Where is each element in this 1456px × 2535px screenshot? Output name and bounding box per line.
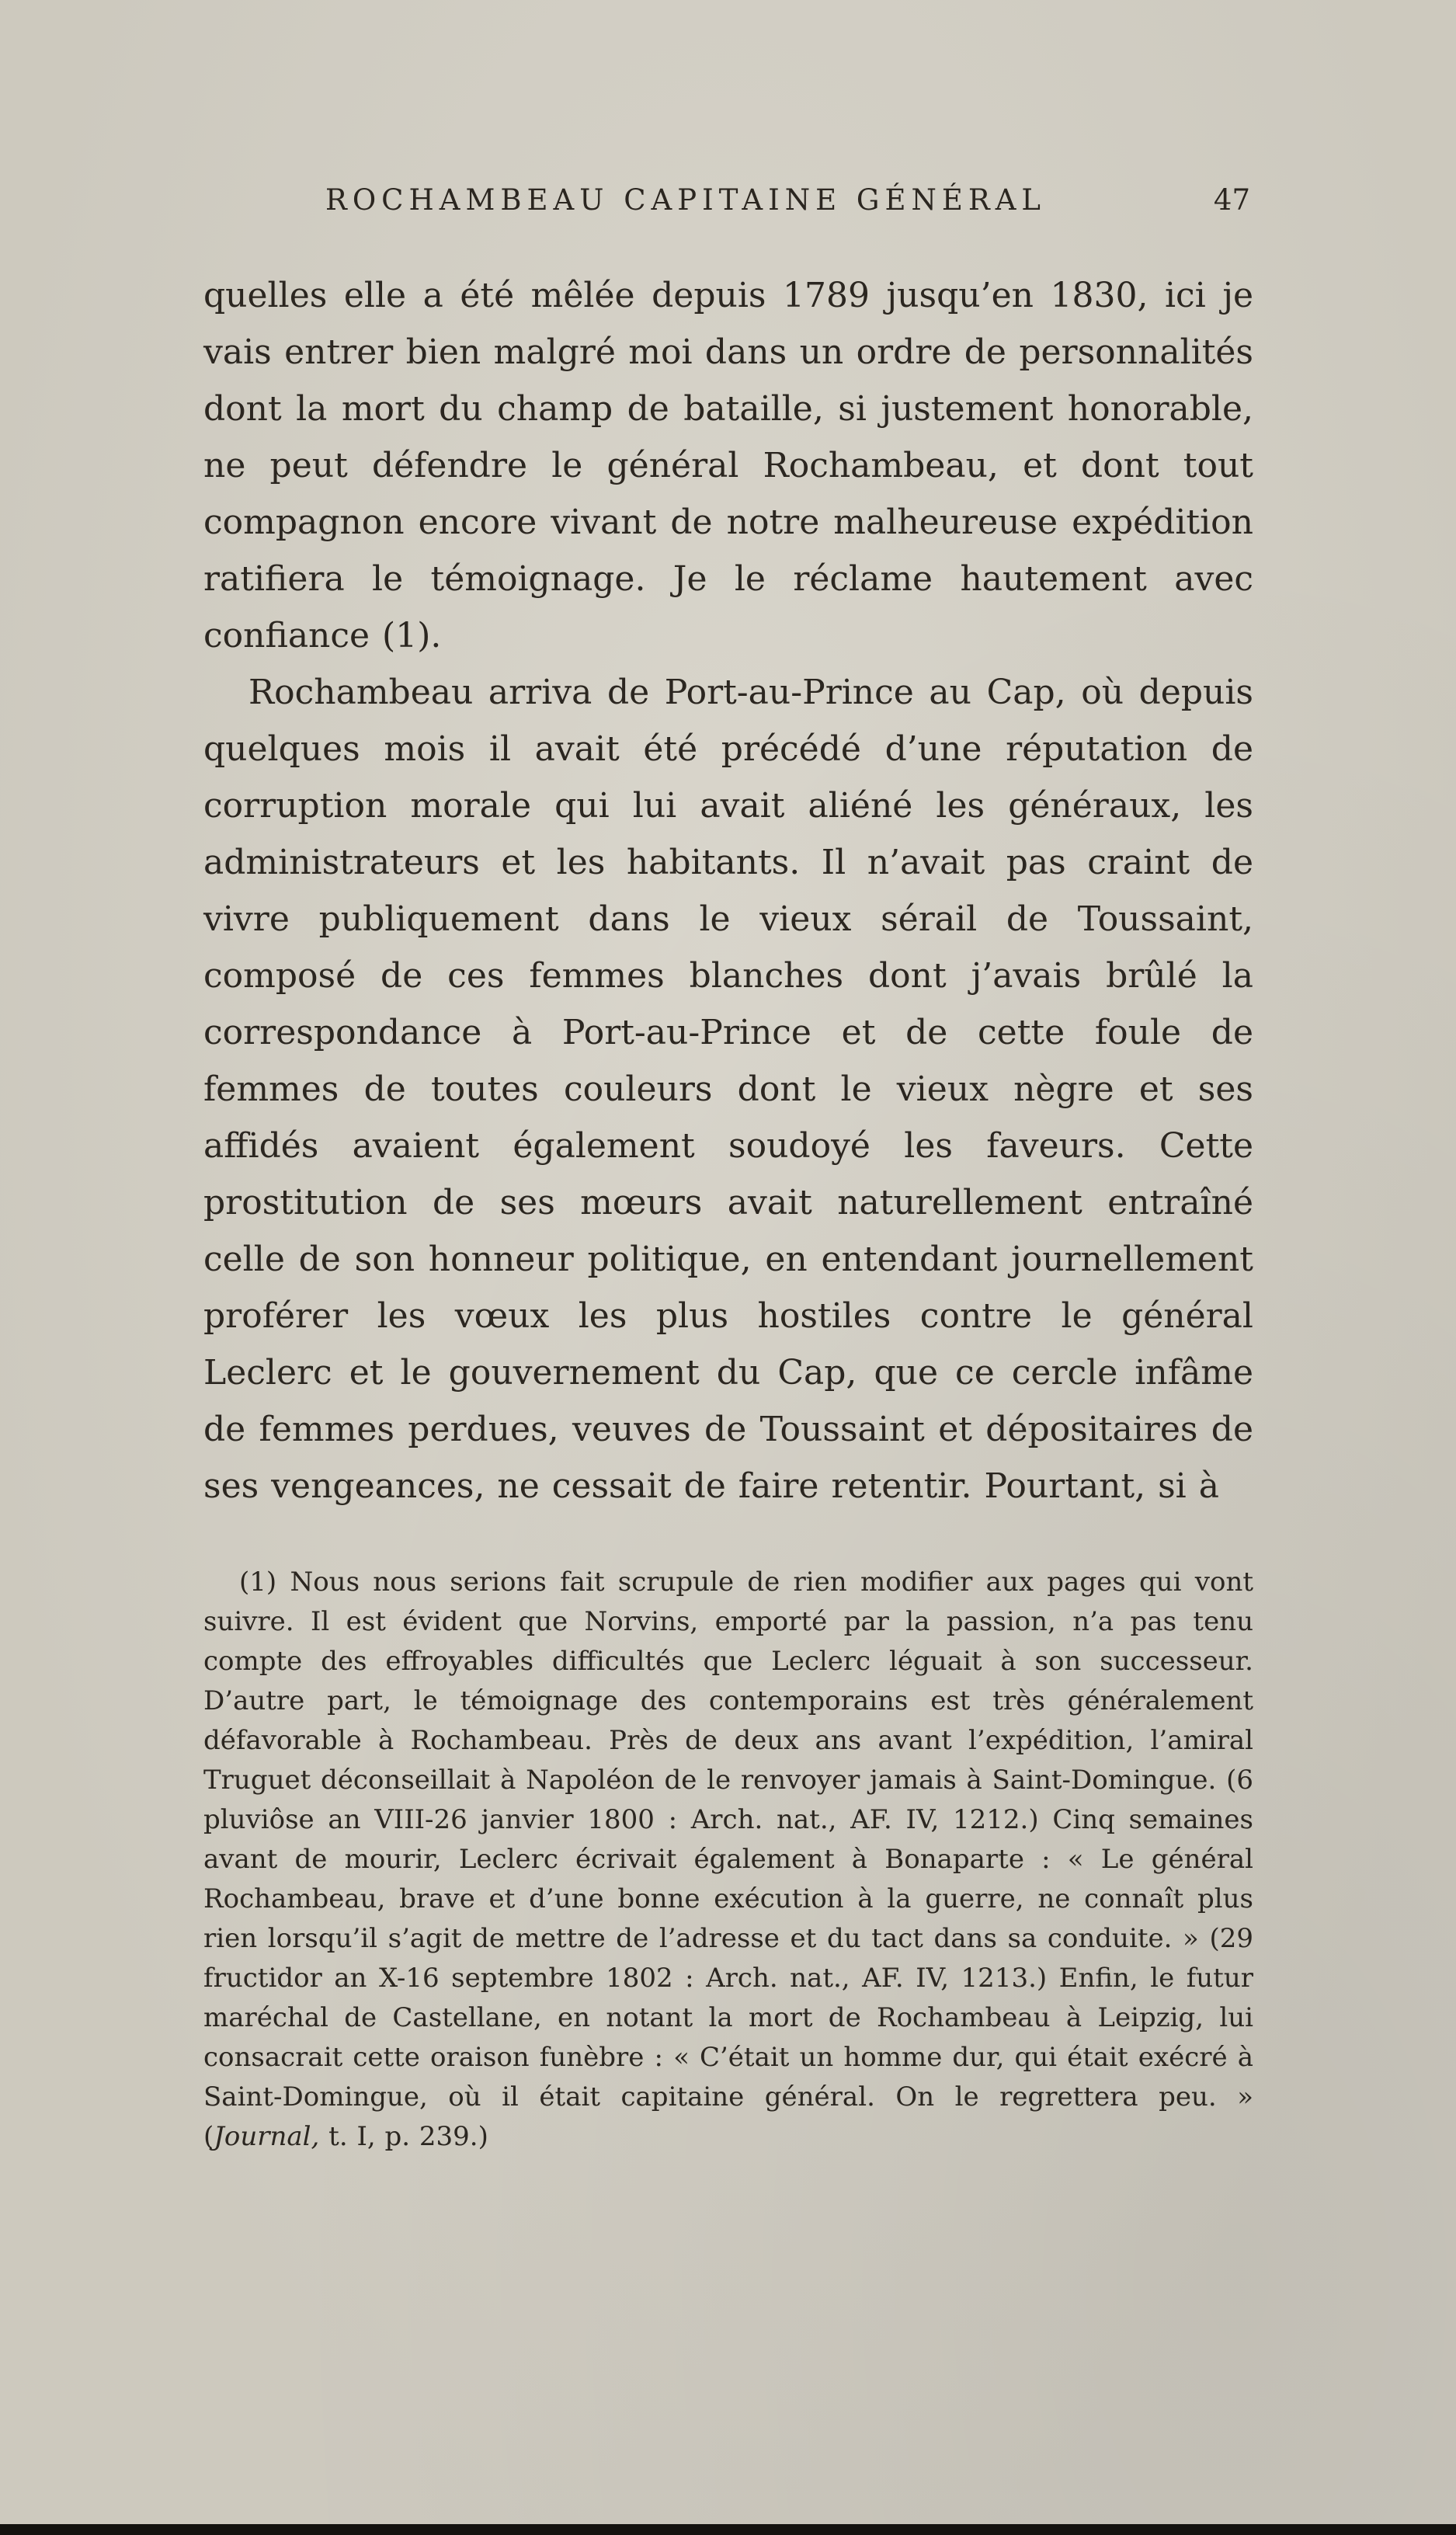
running-head (203, 183, 1253, 227)
body-paragraph: quelles elle a été mêlée depuis 1789 jusqu’en 1830, ici je vais entrer bien malgré moi dans un ordre de personnalités dont la mort du champ de bataille, si justement honorable, ne peut défendre le général Rochambeau, et dont tout compagnon encore vivant de notre malheureuse expédition ratifiera le témoignage. Je le réclame hautement avec confiance (1). (203, 276, 1253, 655)
page-number: 47 (1213, 183, 1250, 217)
scan-edge-artifact (0, 2524, 1456, 2535)
body-text (203, 267, 1253, 1514)
body-paragraph: Rochambeau arriva de Port-au-Prince au Cap, où depuis quelques mois il avait été précédé d’une réputation de corruption morale qui lui avait aliéné les généraux, les administrateurs et les habitants. Il n’avait pas craint de vivre publiquement dans le vieux sérail de Toussaint, composé de ces femmes blanches dont j’avais brûlé la correspondance à Port-au-Prince et de cette foule de femmes de toutes couleurs dont le vieux nègre et ses affidés avaient également soudoyé les faveurs. Cette prostitution de ses mœurs avait naturellement entraîné celle de son honneur politique, en entendant journellement proférer les vœux les plus hostiles contre le général Leclerc et le gouvernement du Cap, que ce cercle infâme de femmes perdues, veuves de Toussaint et dépositaires de ses vengeances, ne cessait de faire retentir. Pourtant, si à (203, 673, 1253, 1506)
text-block (203, 183, 1253, 2157)
running-head-title: ROCHAMBEAU CAPITAINE GÉNÉRAL (325, 183, 1046, 217)
footnote: (1) Nous nous serions fait scrupule de rien modifier aux pages qui vont suivre. Il est évident que Norvins, emporté par la passion, n’a pas tenu compte des effroyables difficultés que Leclerc léguait à son successeur. D’autre part, le témoignage des contemporains est très généralement défavorable à Rochambeau. Près de deux ans avant l’expédition, l’amiral Truguet déconseillait à Napoléon de le renvoyer jamais à Saint-Domingue. (6 pluviôse an VIII-26 janvier 1800 : Arch. nat., AF. IV, 1212.) Cinq semaines avant de mourir, Leclerc écrivait également à Bonaparte : « Le général Rochambeau, brave et d’une bonne exécution à la guerre, ne connaît plus rien lorsqu’il s’agit de mettre de l’adresse et du tact dans sa conduite. » (29 fructidor an X-16 septembre 1802 : Arch. nat., AF. IV, 1213.) Enfin, le futur maréchal de Castellane, en notant la mort de Rochambeau à Leipzig, lui consacrait cette oraison funèbre : « C’était un homme dur, qui était exécré à Saint-Domingue, où il était capitaine général. On le regrettera peu. » (Journal, t. I, p. 239.) (203, 1567, 1253, 2152)
